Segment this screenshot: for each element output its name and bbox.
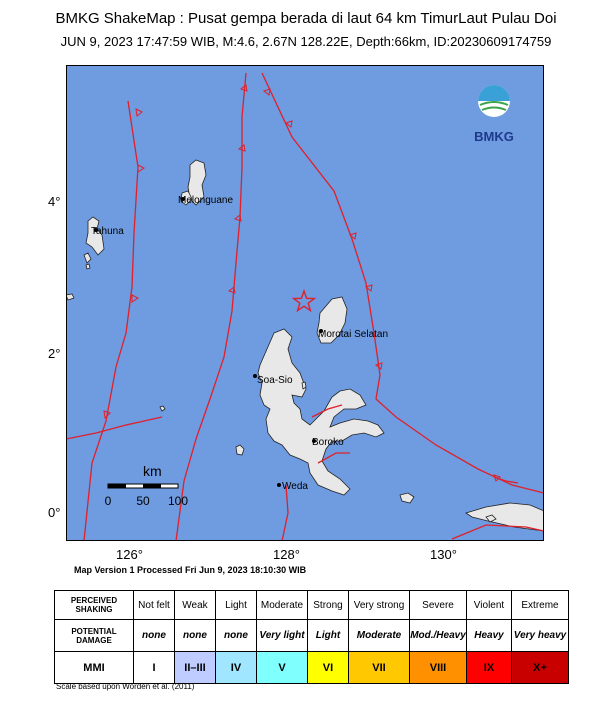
legend-damage-cell: Mod./Heavy (410, 620, 467, 652)
legend-mmi-cell: IV (216, 652, 257, 684)
legend-shaking-cell: Severe (410, 591, 467, 620)
place-label-tahuna: Tahuna (91, 226, 124, 237)
legend-header-damage: POTENTIAL DAMAGE (55, 620, 134, 652)
legend-mmi-cell: II–III (175, 652, 216, 684)
scale-tick-50: 50 (136, 494, 150, 508)
lat-label-0: 0° (48, 505, 61, 520)
legend-mmi-cell: VII (349, 652, 410, 684)
place-label-morotai-selatan: Morotai Selatan (318, 329, 389, 340)
legend-damage-cell: Moderate (349, 620, 410, 652)
legend-shaking-cell: Strong (308, 591, 349, 620)
lat-label-2: 2° (48, 346, 61, 361)
legend-header-shaking: PERCEIVED SHAKING (55, 591, 134, 620)
place-label-soa-sio: Soa-Sio (257, 375, 293, 386)
legend-row-mmi (55, 652, 569, 684)
legend-mmi-cell: X+ (512, 652, 569, 684)
legend-damage-cell: Light (308, 620, 349, 652)
legend-damage-cell: Heavy (467, 620, 512, 652)
legend-shaking-cell: Violent (467, 591, 512, 620)
lon-label-130: 130° (430, 547, 457, 562)
lon-label-128: 128° (273, 547, 300, 562)
place-dot (277, 483, 281, 487)
shakemap (66, 65, 544, 541)
scale-bar-segment (143, 484, 161, 488)
scale-tick-100: 100 (167, 494, 189, 508)
sea-area (66, 65, 544, 541)
legend-damage-cell: Very light (257, 620, 308, 652)
legend-shaking-cell: Not felt (134, 591, 175, 620)
intensity-legend (54, 590, 569, 684)
scale-unit: km (143, 463, 162, 479)
place-label-weda: Weda (282, 481, 308, 492)
logo-text: BMKG (474, 129, 514, 144)
legend-row-shaking (55, 591, 569, 620)
legend-damage-cell: Very heavy (512, 620, 569, 652)
scale-footnote: Scale based upon Worden et al. (2011) (56, 682, 195, 691)
map-title: BMKG ShakeMap : Pusat gempa berada di laut 64 km TimurLaut Pulau Doi (55, 10, 557, 27)
legend-mmi-cell: I (134, 652, 175, 684)
legend-header-mmi: MMI (55, 652, 134, 684)
lat-label-4: 4° (48, 194, 61, 209)
legend-row-damage (55, 620, 569, 652)
lon-label-126: 126° (116, 547, 143, 562)
small-islet (86, 264, 90, 269)
legend-mmi-cell: VI (308, 652, 349, 684)
legend-damage-cell: none (216, 620, 257, 652)
legend-mmi-cell: V (257, 652, 308, 684)
place-label-boroko: Boroko (312, 437, 344, 448)
event-subtitle: JUN 9, 2023 17:47:59 WIB, M:4.6, 2.67N 128.22E, Depth:66km, ID:20230609174759 (60, 34, 552, 49)
place-label-melonguane: Melonguane (178, 195, 234, 206)
scale-tick-0: 0 (104, 494, 112, 508)
legend-shaking-cell: Very strong (349, 591, 410, 620)
legend-damage-cell: none (134, 620, 175, 652)
legend-mmi-cell: VIII (410, 652, 467, 684)
legend-shaking-cell: Moderate (257, 591, 308, 620)
legend-shaking-cell: Light (216, 591, 257, 620)
legend-damage-cell: none (175, 620, 216, 652)
processed-note: Map Version 1 Processed Fri Jun 9, 2023 18:10:30 WIB (74, 565, 307, 575)
legend-shaking-cell: Weak (175, 591, 216, 620)
legend-shaking-cell: Extreme (512, 591, 569, 620)
scale-bar-segment (108, 484, 126, 488)
legend-mmi-cell: IX (467, 652, 512, 684)
